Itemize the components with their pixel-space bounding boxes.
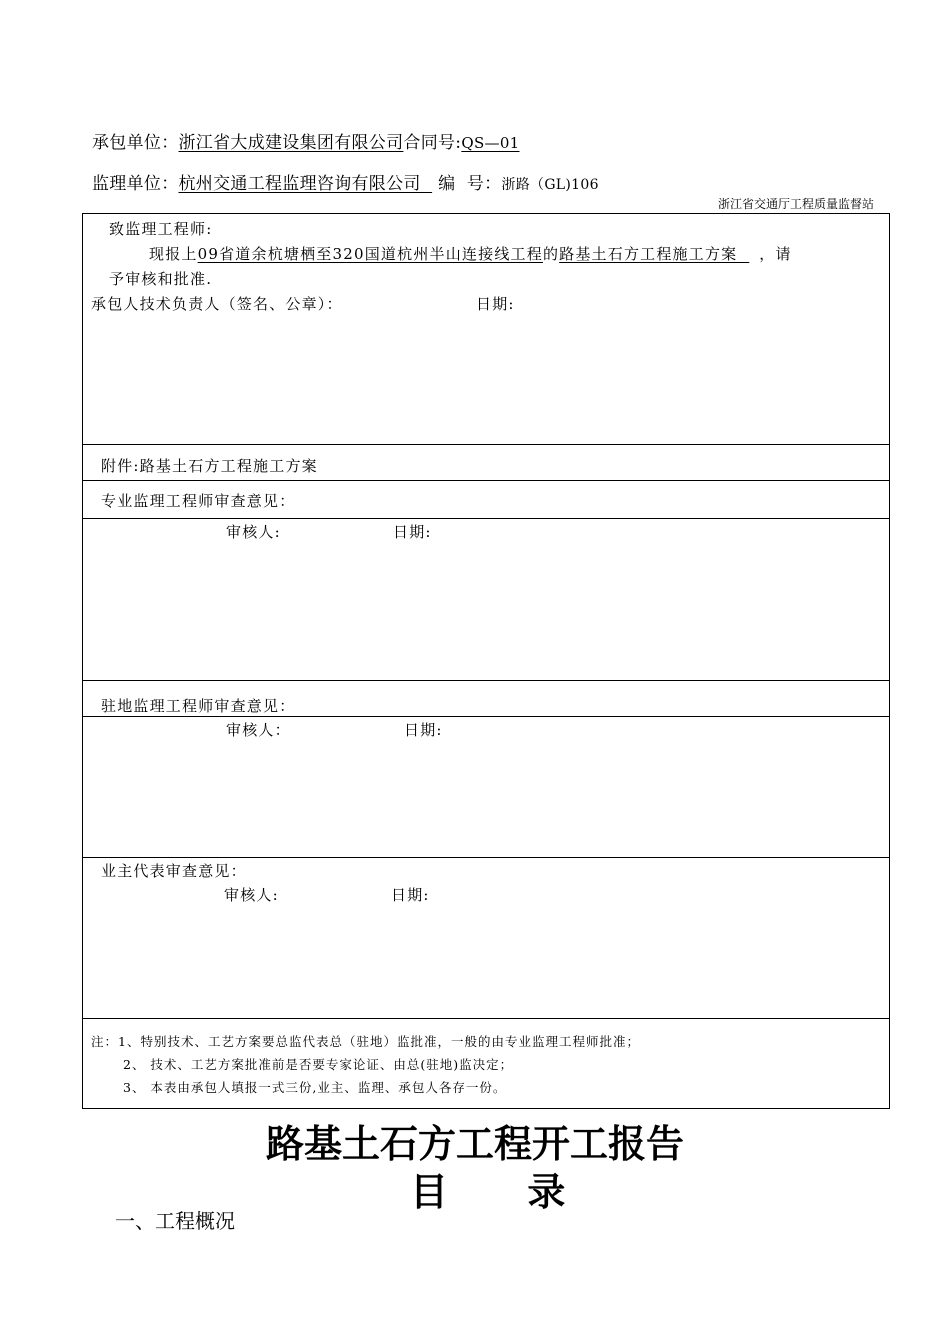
to-engineer-label: 致监理工程师: xyxy=(109,220,213,238)
resident-reviewer-label: 审核人： xyxy=(226,721,291,739)
contractor-label: 承包单位： xyxy=(92,133,179,153)
contractor-name: 浙江省大成建设集团有限公司 xyxy=(178,133,404,153)
contractor-line xyxy=(92,128,520,153)
plan-name: 路基土石方工程施工方案 xyxy=(559,245,750,263)
report-mid: 的 xyxy=(542,245,560,263)
report-title: 路基土石方工程开工报告 xyxy=(265,1122,684,1166)
supervisor-label: 监理单位： xyxy=(92,174,179,194)
owner-reviewer-label: 审核人: xyxy=(224,886,279,904)
row-divider xyxy=(83,680,889,681)
number-label: 编 号： xyxy=(438,174,502,194)
section-heading-1: 一、工程概况 xyxy=(115,1209,235,1233)
report-prefix: 现报上 xyxy=(149,245,198,263)
contract-no: QS—01 xyxy=(461,134,520,152)
specialist-date-label: 日期: xyxy=(393,523,432,541)
supervisor-line xyxy=(92,169,599,194)
project-name: 09省道余杭塘栖至320国道杭州半山连接线工程 xyxy=(197,245,543,263)
resident-date-label: 日期: xyxy=(404,721,443,739)
toc-title: 目 录 xyxy=(410,1170,566,1214)
owner-date-label: 日期: xyxy=(391,886,430,904)
approval-form-table xyxy=(82,213,890,1109)
owner-opinion-label: 业主代表审查意见： xyxy=(101,862,247,880)
row-divider xyxy=(83,518,889,519)
row-divider xyxy=(83,1018,889,1019)
row-divider xyxy=(83,716,889,717)
row-divider xyxy=(83,480,889,481)
resident-opinion-label: 驻地监理工程师审查意见： xyxy=(101,697,296,715)
note-3: 3、 本表由承包人填报一式三份,业主、监理、承包人各存一份。 xyxy=(123,1080,507,1095)
contractor-date-label: 日期: xyxy=(476,295,515,313)
number-value: 浙路（GL)106 xyxy=(501,177,599,193)
note-1: 注：1、特别技术、工艺方案要总监代表总（驻地）监批准，一般的由专业监理工程师批准； xyxy=(91,1034,640,1049)
report-line-2: 予审核和批准. xyxy=(109,270,213,288)
report-suffix: ，请 xyxy=(759,245,792,263)
note-2: 2、 技术、工艺方案批准前是否要专家论证、由总(驻地)监决定； xyxy=(123,1057,514,1072)
issuer-label: 浙江省交通厅工程质量监督站 xyxy=(718,197,875,211)
supervisor-name: 杭州交通工程监理咨询有限公司 xyxy=(178,174,433,194)
specialist-opinion-label: 专业监理工程师审查意见： xyxy=(101,492,296,510)
row-divider xyxy=(83,857,889,858)
contractor-sign-label: 承包人技术负责人（签名、公章）： xyxy=(91,295,343,313)
report-line-1 xyxy=(149,243,792,264)
contract-no-label: 合同号: xyxy=(403,133,462,153)
attachment-label: 附件:路基土石方工程施工方案 xyxy=(101,457,318,475)
specialist-reviewer-label: 审核人: xyxy=(226,523,281,541)
row-divider xyxy=(83,444,889,445)
